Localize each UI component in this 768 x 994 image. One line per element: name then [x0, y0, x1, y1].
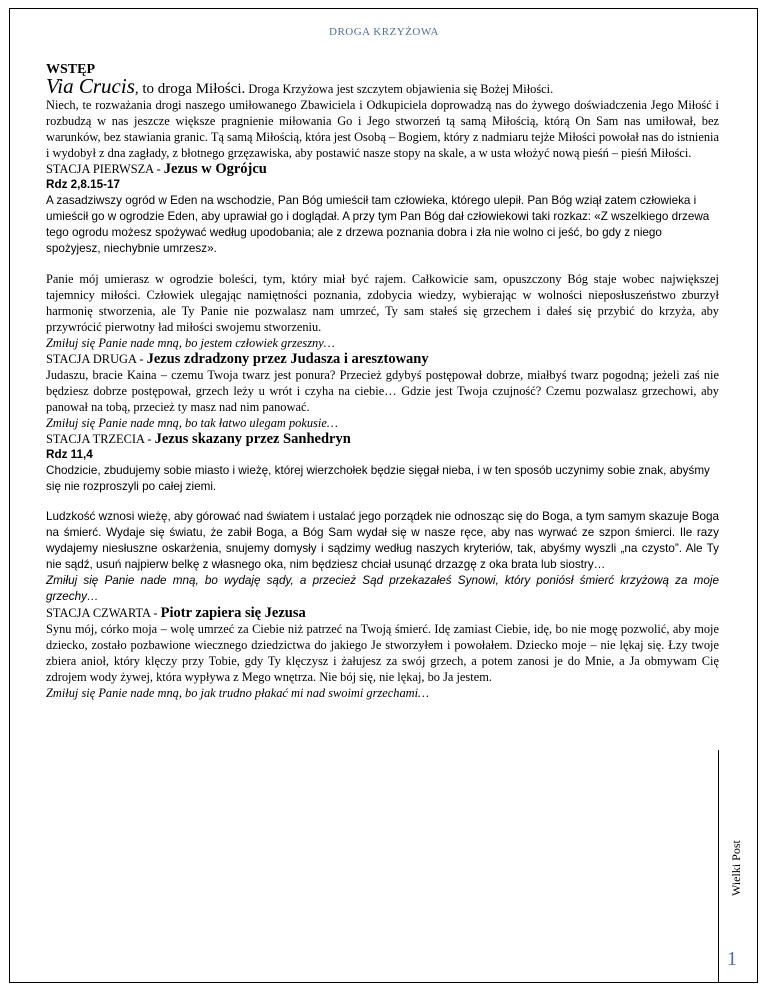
lead-rest: , to droga Miłości. [134, 81, 246, 97]
station-2-meditation: Judaszu, bracie Kaina – czemu Twoja twarz jest ponura? Przecież gdybyś postępował dobrze, miałbyś twarz pogodną; jeżeli zaś nie będziesz dobrze postępował, grzech leży u wrót i czyha na ciebie… Gdzie jest Twoja czujność? Czemu pozwalasz grzechowi, aby panował na tobą, przecież ty masz nad nim panować. [46, 368, 719, 414]
station-3-scripture: Chodzicie, zbudujemy sobie miasto i wieżę, której wierzchołek będzie sięgał nieba, i w ten sposób uczynimy sobie znak, abyśmy się nie rozproszyli po całej ziemi. [46, 464, 710, 493]
intro-heading: WSTĘP [46, 62, 96, 77]
side-label: Wielki Post [729, 840, 743, 896]
station-3-ref: Rdz 11,4 [46, 448, 93, 461]
station-3-name: Jezus skazany przez Sanhedryn [154, 431, 351, 447]
station-3-heading [46, 431, 719, 447]
running-header: DROGA KRZYŻOWA [329, 26, 439, 38]
station-1-name: Jezus w Ogrójcu [163, 161, 267, 177]
station-2-heading [46, 351, 719, 367]
station-4-name: Piotr zapiera się Jezusa [160, 605, 306, 621]
station-1-scripture: A zasadziwszy ogród w Eden na wschodzie, Pan Bóg umieścił tam człowieka, którego ulepił. Pan Bóg wziął zatem człowieka i umieścił go w ogrodzie Eden, aby uprawiał go i doglądał. A przy tym Pan Bóg dał człowiekowi taki rozkaz: «Z wszelkiego drzewa tego ogrodu możesz spożywać według upodobania; ale z drzewa poznania dobra i zła nie wolno ci jeść, bo gdy z niego spożyjesz, niechybnie umrzesz». [46, 194, 710, 255]
station-4-meditation: Synu mój, córko moja – wolę umrzeć za Ciebie niż patrzeć na Twoją śmierć. Idę zamiast Ciebie, idę, bo nie mogę pozwolić, aby moje dziecko, zostało pozbawione wiecznego dziedzictwa do jakiego Je stworzyłem i powołałem. Dziecko moje – nie lękaj się. Łzy twoje zbiera anioł, który klęczy przy Tobie, gdy Ty klęczysz i żałujesz za swój grzech, a potem zanosi je do Mnie, a Ja obmywam Cię zdrojem wody żywej, która wypływa z Mego wnętrza. Nie bój się, nie lękaj, bo Ja jestem. [46, 622, 719, 684]
document-body [46, 62, 719, 701]
station-4-label: STACJA CZWARTA - [46, 606, 161, 620]
station-1-meditation: Panie mój umierasz w ogrodzie boleści, tym, który miał być rajem. Całkowicie sam, opuszczony Bóg staje wobec największej tajemnicy miłości. Człowiek ulegając namiętności poznania, zdobycia wiedzy, wybierając w wolności nieposłuszeństwo zburzył harmonię stworzenia, ale Ty Panie nie pozwalasz nam umrzeć, Ty sam stałeś się grzechem i dałeś się przybić do krzyża, aby przywrócić pierwotny ład miłości swojemu stworzeniu. [46, 272, 719, 334]
intro-paragraph: Niech, te rozważania drogi naszego umiłowanego Zbawiciela i Odkupiciela doprowadzą nas do żywego doświadczenia Jego Miłość i rozbudzą w nas jeszcze większe pragnienie miłowania Go i Jego stworzeń tą samą Miłością, którą On Sam nas umiłował, bez warunków, bez stawiania granic. Tą samą Miłością, która jest Osobą – Bogiem, który z nadmiaru tejże Miłości powołał nas do istnienia i wydobył z dna zagłady, z błotnego grzęzawiska, aby postawić nasze stopy na skale, a w usta włożyć nową pieśń – pieśń Miłości. [46, 98, 719, 160]
station-3-label: STACJA TRZECIA - [46, 432, 155, 446]
station-1-ref: Rdz 2,8.15-17 [46, 178, 121, 191]
station-3-meditation: Ludzkość wznosi wieżę, aby górować nad światem i ustalać jego porządek nie odnosząc się do Boga, a tym samym skazuje Boga na śmierć. Wydaje się światu, że zabił Boga, a Bóg Sam wydał się w nasze ręce, aby nas wyrwać ze szpon śmierci. Ile razy wydajemy niesłuszne oskarżenia, snujemy domysły i sądzimy według naszych kryteriów, tak, abyśmy wyszli „na czysto”. Ale Ty nie sądź, usuń najpierw belkę z własnego oka, nim będziesz chciał usunąć drzazgę z oka brata lub siostry… [46, 510, 719, 571]
station-4-prayer: Zmiłuj się Panie nade mną, bo jak trudno płakać mi nad swoimi grzechami… [46, 686, 430, 700]
lead-via-crucis: Via Crucis [46, 74, 135, 98]
station-4-heading [46, 605, 719, 621]
station-1-heading [46, 161, 719, 177]
lead-small: Droga Krzyżowa jest szczytem objawienia się Bożej Miłości. [245, 82, 554, 96]
station-1-label: STACJA PIERWSZA - [46, 162, 164, 176]
page-number: 1 [727, 948, 737, 970]
station-3-prayer: Zmiłuj się Panie nade mną, bo wydaję sądy, a przecież Sąd przekazałeś Synowi, który poniósł śmierć krzyżową za moje grzechy… [46, 574, 719, 603]
page-footer-sidebar [718, 750, 759, 983]
station-2-label: STACJA DRUGA - [46, 352, 147, 366]
station-2-name: Jezus zdradzony przez Judasza i aresztowany [146, 351, 429, 367]
intro-lead [46, 74, 719, 98]
station-2-prayer: Zmiłuj się Panie nade mną, bo tak łatwo ulegam pokusie… [46, 416, 338, 430]
station-1-prayer: Zmiłuj się Panie nade mną, bo jestem człowiek grzeszny… [46, 336, 335, 350]
